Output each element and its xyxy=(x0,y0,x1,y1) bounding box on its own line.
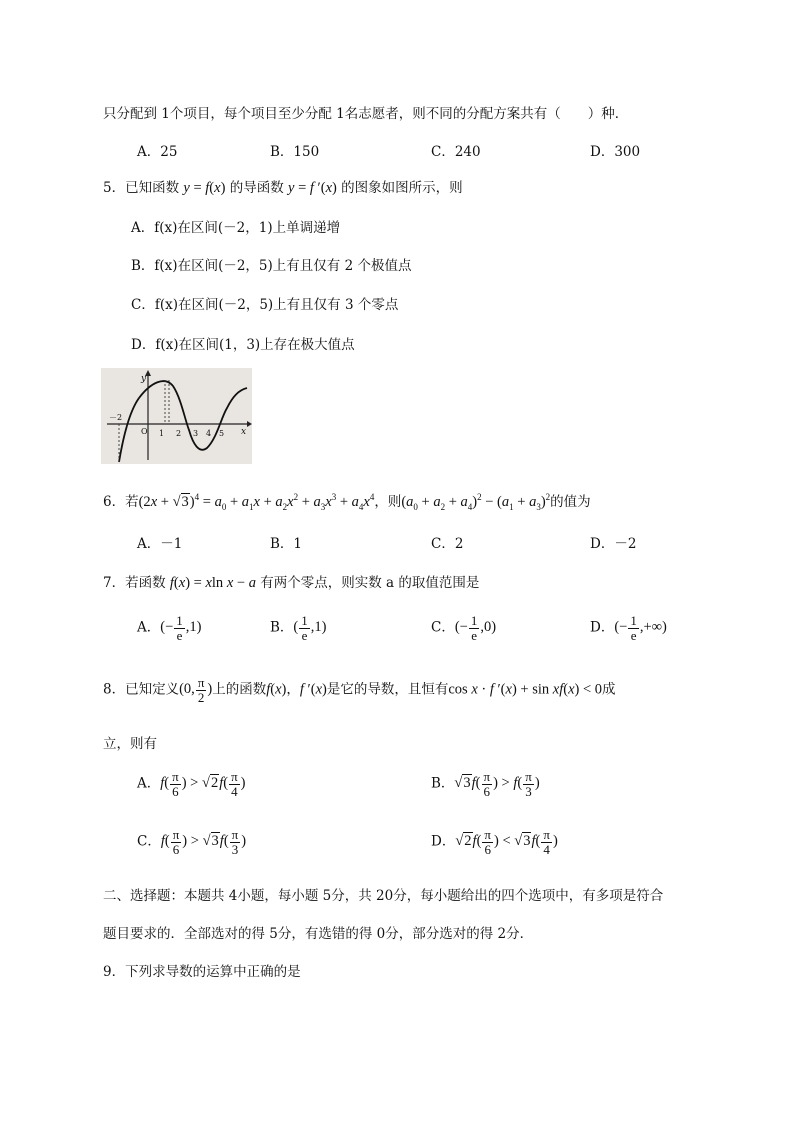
q4-option-a: A．25 xyxy=(137,144,178,160)
q5-stem: 5．已知函数 y = f(x) 的导函数 y = f ′(x) 的图象如图所示，则 xyxy=(103,180,463,196)
section2-instructions-line2: 题目要求的．全部选对的得 5分，有选错的得 0分，部分选对的得 2分． xyxy=(103,926,534,942)
q8-stem-line2: 立，则有 xyxy=(103,736,157,752)
q6-option-a: A．－1 xyxy=(137,536,183,552)
graph-tick-1: 1 xyxy=(159,429,165,438)
section2-instructions-line1: 二、选择题：本题共 4小题，每小题 5分，共 20分，每小题给出的四个选项中，有多项是符合 xyxy=(103,888,664,904)
graph-tick-3: 3 xyxy=(193,429,199,438)
q5-option-c: C．f(x)在区间(－2，5)上有且仅有 3 个零点 xyxy=(131,297,399,313)
graph-tick-2: 2 xyxy=(176,429,182,438)
q7-stem: 7．若函数 f(x) = xln x − a 有两个零点，则实数 a 的取值范围是 xyxy=(103,575,480,591)
graph-y-label: y xyxy=(141,374,147,384)
q4-stem-tail: 只分配到 1个项目，每个项目至少分配 1名志愿者，则不同的分配方案共有（ ）种． xyxy=(103,106,629,122)
q6-stem: 6．若$(2x + √3)^4 = a_0 + a_1x + a_2x^2 + a_3x^3 + a_4x^4$，则$(a_0 + a_2 + a_4)^2 - (a_1 + a_3)^2$的值为 xyxy=(103,492,591,512)
derivative-graph xyxy=(101,368,252,464)
q8-option-a: A．f( $\frac{\pi}{6}$ ) > √2f( $\frac{\pi}{4}$ ) xyxy=(137,769,246,799)
q7-option-b: B．( $\frac{1}{e}$ ,1) xyxy=(270,613,327,643)
q8-option-c: C．f( $\frac{\pi}{6}$ ) > √3f( $\frac{\pi}{3}$ ) xyxy=(137,827,247,857)
graph-tick-4: 4 xyxy=(206,429,212,438)
q6-option-d: D．－2 xyxy=(590,536,637,552)
q9-stem: 9．下列求导数的运算中正确的是 xyxy=(103,964,301,980)
q4-option-b: B．150 xyxy=(270,144,320,160)
graph-origin-label: O xyxy=(141,427,148,436)
q5-option-d: D．f(x)在区间(1，3)上存在极大值点 xyxy=(131,337,355,353)
q6-option-c: C．2 xyxy=(431,536,464,552)
graph-x-label: x xyxy=(241,427,247,437)
q6-option-b: B．1 xyxy=(270,536,303,552)
graph-tick-minus2: －2 xyxy=(109,413,123,422)
graph-tick-5: 5 xyxy=(219,429,225,438)
q8-stem: 8．已知定义(0, $\frac{\pi}{2}$ )上的函数f(x)，f ′(x)是它的导数，且恒有cos x · f ′(x) + sin xf(x) < 0成 xyxy=(103,675,616,705)
q5-option-b: B．f(x)在区间(－2，5)上有且仅有 2 个极值点 xyxy=(131,258,412,274)
q7-option-c: C．(− $\frac{1}{e}$ ,0) xyxy=(431,613,497,643)
q4-option-d: D．300 xyxy=(590,144,641,160)
q7-option-a: A．(− $\frac{1}{e}$ ,1) xyxy=(137,613,202,643)
q7-option-d: D．(− $\frac{1}{e}$ ,+∞) xyxy=(590,613,667,643)
q8-option-d: D．√2f( $\frac{\pi}{6}$ ) < √3f( $\frac{\pi}{4}$ ) xyxy=(431,827,558,857)
q4-option-c: C．240 xyxy=(431,144,481,160)
q5-option-a: A．f(x)在区间(－2，1)上单调递增 xyxy=(131,220,341,236)
q8-option-b: B．√3f( $\frac{\pi}{6}$ ) > f( $\frac{\pi}{3}$ ) xyxy=(431,769,540,799)
